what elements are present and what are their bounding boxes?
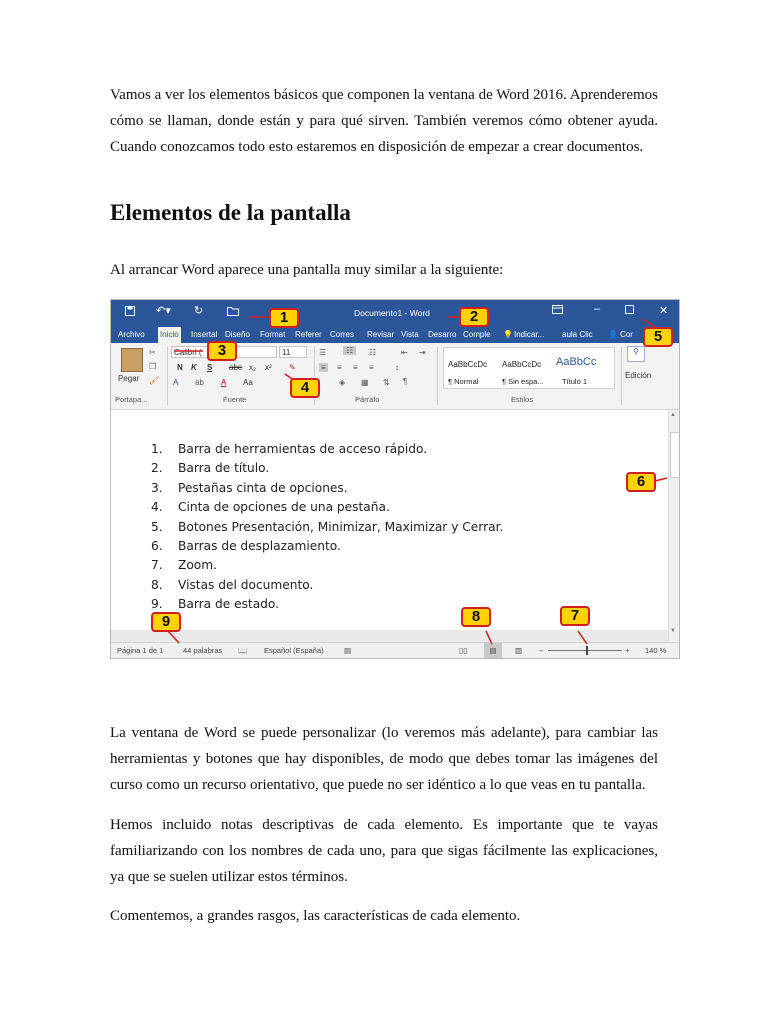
- page-count[interactable]: Página 1 de 1: [117, 646, 164, 655]
- tab-diseno[interactable]: Diseño: [225, 330, 250, 339]
- list-text: Barra de herramientas de acceso rápido.: [178, 442, 428, 456]
- tab-inicio[interactable]: Inicio: [158, 327, 181, 343]
- tell-me-box[interactable]: Indicar...: [514, 330, 545, 339]
- account-name: aula Clic: [562, 330, 593, 339]
- word-window-screenshot: [110, 299, 680, 659]
- list-number: 6.: [151, 538, 163, 553]
- list-text: Zoom.: [178, 558, 218, 573]
- font-color-icon[interactable]: A: [221, 378, 227, 387]
- style-heading1-label[interactable]: Título 1: [562, 377, 588, 386]
- styles-group-label: Estilos: [511, 395, 534, 404]
- summary-paragraph: Comentemos, a grandes rasgos, las características de cada elemento.: [110, 908, 521, 924]
- list-text: Cinta de opciones de una pestaña.: [178, 500, 390, 515]
- clipboard-group-label: Portapa...: [115, 395, 148, 404]
- list-number: 7.: [151, 558, 163, 573]
- close-icon[interactable]: ✕: [659, 305, 669, 317]
- bullets-icon[interactable]: ☰: [319, 348, 327, 357]
- callout-9: 9: [151, 612, 181, 632]
- numbering-icon[interactable]: ☷: [343, 346, 356, 355]
- notes-paragraph: Hemos incluido notas descriptivas de cada elemento. Es importante que te vayas familiarizando con los nombres de cada uno, para que sigas fácilmente las explicaciones, ya que se suelen utilizar estos términos.: [110, 817, 658, 885]
- font-size-value: 11: [282, 348, 291, 357]
- redo-icon[interactable]: ↻: [194, 305, 204, 317]
- user-icon[interactable]: 👤: [608, 330, 618, 339]
- list-text: Barra de título.: [178, 461, 270, 476]
- style-normal-label[interactable]: ¶ Normal: [448, 377, 479, 386]
- tab-revisar[interactable]: Revisar: [367, 330, 395, 339]
- tab-correspondencia[interactable]: Corres: [330, 330, 355, 339]
- callout-7: 7: [560, 606, 590, 626]
- show-marks-button[interactable]: ¶: [403, 377, 408, 386]
- highlight-icon[interactable]: ab: [195, 378, 204, 387]
- clear-format-icon[interactable]: ✎: [289, 363, 296, 372]
- bold-button[interactable]: N: [177, 363, 183, 372]
- superscript-button[interactable]: x²: [265, 363, 272, 372]
- minimize-icon[interactable]: –: [594, 303, 601, 315]
- list-text: Pestañas cinta de opciones.: [178, 480, 348, 495]
- share-button[interactable]: Cor: [620, 330, 633, 339]
- lightbulb-icon: 💡: [503, 330, 513, 339]
- tab-archivo[interactable]: Archivo: [118, 330, 145, 339]
- list-text: Botones Presentación, Minimizar, Maximizar y Cerrar.: [178, 519, 504, 534]
- print-layout-icon[interactable]: ▤: [484, 643, 502, 658]
- window-title: Documento1 - Word: [354, 308, 430, 318]
- tab-vista[interactable]: Vista: [401, 330, 419, 339]
- font-group-label: Fuente: [223, 395, 247, 404]
- shading-icon[interactable]: ◈: [339, 378, 346, 387]
- borders-icon[interactable]: ▦: [361, 378, 369, 387]
- tab-formato[interactable]: Format: [260, 330, 286, 339]
- callout-arrows: [111, 300, 679, 658]
- callout-2: 2: [459, 307, 489, 327]
- tab-desarrollador[interactable]: Desarro: [428, 330, 457, 339]
- justify-icon[interactable]: ≡: [369, 363, 374, 372]
- zoom-in-button[interactable]: +: [625, 646, 630, 655]
- list-text: Barras de desplazamiento.: [178, 538, 341, 553]
- style-heading1-sample[interactable]: AaBbCc: [556, 356, 597, 368]
- callout-8: 8: [461, 607, 491, 627]
- paste-button[interactable]: Pegar: [118, 374, 140, 383]
- zoom-level[interactable]: 140 %: [645, 646, 667, 655]
- change-case-button[interactable]: Aa: [243, 378, 253, 387]
- zoom-out-button[interactable]: −: [539, 646, 544, 655]
- sort-icon[interactable]: ⇅: [383, 378, 390, 387]
- tab-complementos[interactable]: Comple: [463, 330, 491, 339]
- list-number: 1.: [151, 442, 163, 456]
- search-icon[interactable]: ⚲: [627, 346, 645, 362]
- align-right-icon[interactable]: ≡: [353, 363, 358, 372]
- web-layout-icon[interactable]: ▥: [515, 646, 523, 655]
- callout-4: 4: [290, 378, 320, 398]
- paragraph-group-label: Párrafo: [355, 395, 380, 404]
- font-name-value: Calibri (: [174, 348, 202, 357]
- list-number: 8.: [151, 577, 163, 592]
- editing-button[interactable]: Edición: [625, 371, 652, 380]
- macro-icon[interactable]: ▤: [344, 646, 352, 655]
- multilevel-icon[interactable]: ☷: [369, 348, 377, 357]
- list-number: 2.: [151, 461, 163, 476]
- list-number: 5.: [151, 519, 163, 534]
- list-number: 4.: [151, 500, 163, 515]
- callout-3: 3: [207, 341, 237, 361]
- increase-indent-icon[interactable]: ⇥: [419, 348, 426, 357]
- lead-paragraph: Al arrancar Word aparece una pantalla muy similar a la siguiente:: [110, 262, 504, 278]
- list-number: 9.: [151, 597, 163, 612]
- tab-referencias[interactable]: Referer: [295, 330, 322, 339]
- scroll-up-icon[interactable]: ▲: [670, 412, 676, 418]
- format-painter-icon[interactable]: 🖌: [149, 376, 160, 385]
- list-number: 3.: [151, 480, 163, 495]
- align-left-icon[interactable]: ≡: [321, 363, 326, 372]
- scroll-down-icon[interactable]: ▼: [670, 628, 676, 634]
- read-mode-icon[interactable]: ▯▯: [459, 646, 468, 655]
- style-normal-sample[interactable]: AaBbCcDc: [448, 360, 488, 369]
- tab-insertar[interactable]: Insertal: [191, 330, 218, 339]
- style-nospacing-sample[interactable]: AaBbCcDc: [502, 360, 542, 369]
- align-center-icon[interactable]: ≡: [337, 363, 342, 372]
- undo-icon[interactable]: ↶▾: [156, 305, 171, 317]
- list-text: Vistas del documento.: [178, 577, 314, 592]
- copy-icon[interactable]: ❐: [149, 362, 157, 371]
- proofing-icon[interactable]: 📖: [238, 646, 248, 655]
- underline-button[interactable]: S: [207, 363, 213, 372]
- decrease-indent-icon[interactable]: ⇤: [401, 348, 408, 357]
- line-spacing-icon[interactable]: ↕: [395, 363, 399, 372]
- language[interactable]: Español (España): [264, 646, 324, 655]
- style-nospacing-label[interactable]: ¶ Sin espa...: [502, 377, 544, 386]
- intro-paragraph: Vamos a ver los elementos básicos que componen la ventana de Word 2016. Aprenderemos cómo se llaman, donde están y para qué sirven. También veremos cómo obtener ayuda. Cuando conozcamos todo esto estaremos en disposición de empezar a crear documentos.: [110, 87, 658, 155]
- italic-button[interactable]: K: [191, 363, 197, 372]
- strikethrough-button[interactable]: abc: [229, 363, 242, 372]
- callout-1: 1: [269, 308, 299, 328]
- word-count[interactable]: 44 palabras: [183, 646, 223, 655]
- text-effects-icon[interactable]: A: [173, 378, 179, 387]
- section-heading: Elementos de la pantalla: [110, 200, 351, 225]
- scissors-icon[interactable]: ✂: [149, 348, 156, 357]
- callout-5: 5: [643, 327, 673, 347]
- customization-paragraph: La ventana de Word se puede personalizar (lo veremos más adelante), para cambiar las herramientas y botones que hay disponibles, de modo que debes tomar las imágenes del curso como un recurso orientativo, que puede no ser idéntico a lo que veas en tu pantalla.: [110, 725, 658, 793]
- list-text: Barra de estado.: [178, 597, 280, 612]
- subscript-button[interactable]: x₂: [249, 363, 257, 372]
- callout-6: 6: [626, 472, 656, 492]
